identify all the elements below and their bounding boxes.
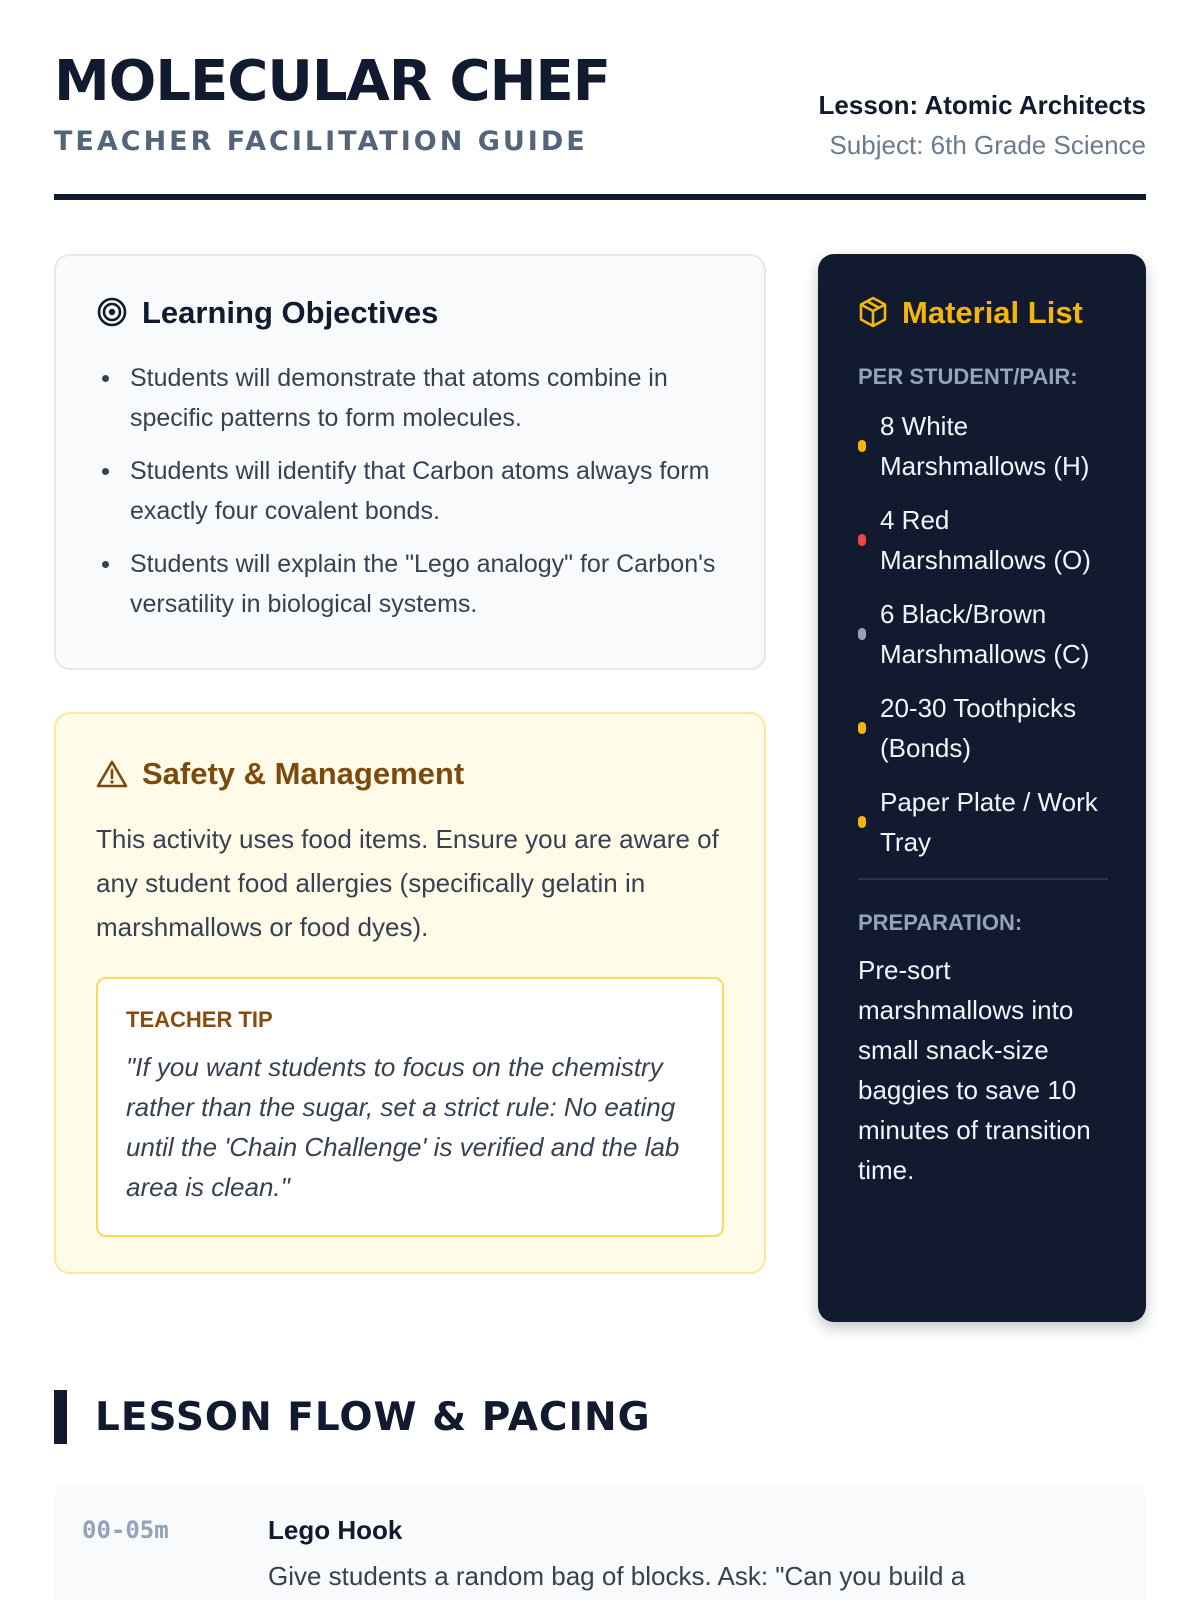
teacher-tip-box [96, 977, 724, 1237]
material-item-label: 8 White Marshmallows (H) [880, 411, 1090, 481]
material-item-label: Paper Plate / Work Tray [880, 787, 1098, 857]
warning-icon [96, 759, 128, 789]
step-text: Give students a random bag of blocks. Ask: "Can you build a [268, 1560, 966, 1591]
objective-item: Students will identify that Carbon atoms always form exactly four covalent bonds. [96, 451, 724, 531]
preparation-text: Pre-sort marshmallows into small snack-size baggies to save 10 minutes of transition time. [858, 955, 1091, 1185]
target-icon [96, 296, 128, 328]
lesson-meta [819, 92, 1146, 158]
page-title: MOLECULAR CHEF [54, 49, 610, 114]
materials-heading [858, 296, 1108, 328]
teacher-tip-label: TEACHER TIP [126, 1007, 273, 1032]
lesson-flow-title: LESSON FLOW & PACING [95, 1394, 651, 1440]
safety-heading [96, 758, 724, 789]
material-item-label: 20-30 Toothpicks (Bonds) [880, 693, 1077, 763]
material-item [858, 406, 1108, 486]
materials-heading-text: Material List [902, 294, 1083, 330]
material-item [858, 782, 1108, 862]
step-content [268, 1514, 1118, 1596]
material-color-marker [858, 534, 866, 546]
objectives-heading-text: Learning Objectives [142, 294, 439, 330]
safety-heading-text: Safety & Management [142, 756, 465, 791]
material-color-marker [858, 440, 866, 452]
page-subtitle: TEACHER FACILITATION GUIDE [54, 126, 588, 157]
step-title: Lego Hook [268, 1515, 403, 1545]
lesson-flow-step [54, 1484, 1146, 1600]
preparation-label: PREPARATION: [858, 910, 1023, 935]
material-item [858, 594, 1108, 674]
objectives-heading [96, 296, 724, 328]
page-header [54, 0, 1146, 200]
learning-objectives-card [54, 254, 766, 670]
materials-divider [858, 878, 1108, 880]
material-item [858, 500, 1108, 580]
per-student-label: PER STUDENT/PAIR: [858, 364, 1078, 389]
material-items [858, 406, 1108, 862]
material-list-card [818, 254, 1146, 1322]
teacher-tip-text: "If you want students to focus on the chemistry rather than the sugar, set a strict rule: No eating until the 'Chain Challenge' is verified and the lab area is clean." [126, 1052, 680, 1202]
step-time: 00-05m [82, 1516, 169, 1544]
safety-text: This activity uses food items. Ensure you are aware of any student food allergies (specifically gelatin in marshmallows or food dyes). [96, 824, 719, 942]
material-color-marker [858, 722, 866, 734]
objective-item: Students will explain the "Lego analogy" for Carbon's versatility in biological systems. [96, 544, 724, 624]
lesson-flow-heading [54, 1390, 651, 1444]
lesson-subject: Subject: 6th Grade Science [829, 130, 1146, 160]
safety-management-card [54, 712, 766, 1274]
lesson-name: Lesson: Atomic Architects [818, 90, 1146, 120]
objective-item: Students will demonstrate that atoms combine in specific patterns to form molecules. [96, 358, 724, 438]
material-color-marker [858, 628, 866, 640]
material-item-label: 4 Red Marshmallows (O) [880, 505, 1091, 575]
package-icon [858, 296, 888, 328]
section-accent-bar [54, 1390, 67, 1444]
objective-list [96, 358, 724, 624]
material-color-marker [858, 816, 866, 828]
material-item [858, 688, 1108, 768]
material-item-label: 6 Black/Brown Marshmallows (C) [880, 599, 1090, 669]
